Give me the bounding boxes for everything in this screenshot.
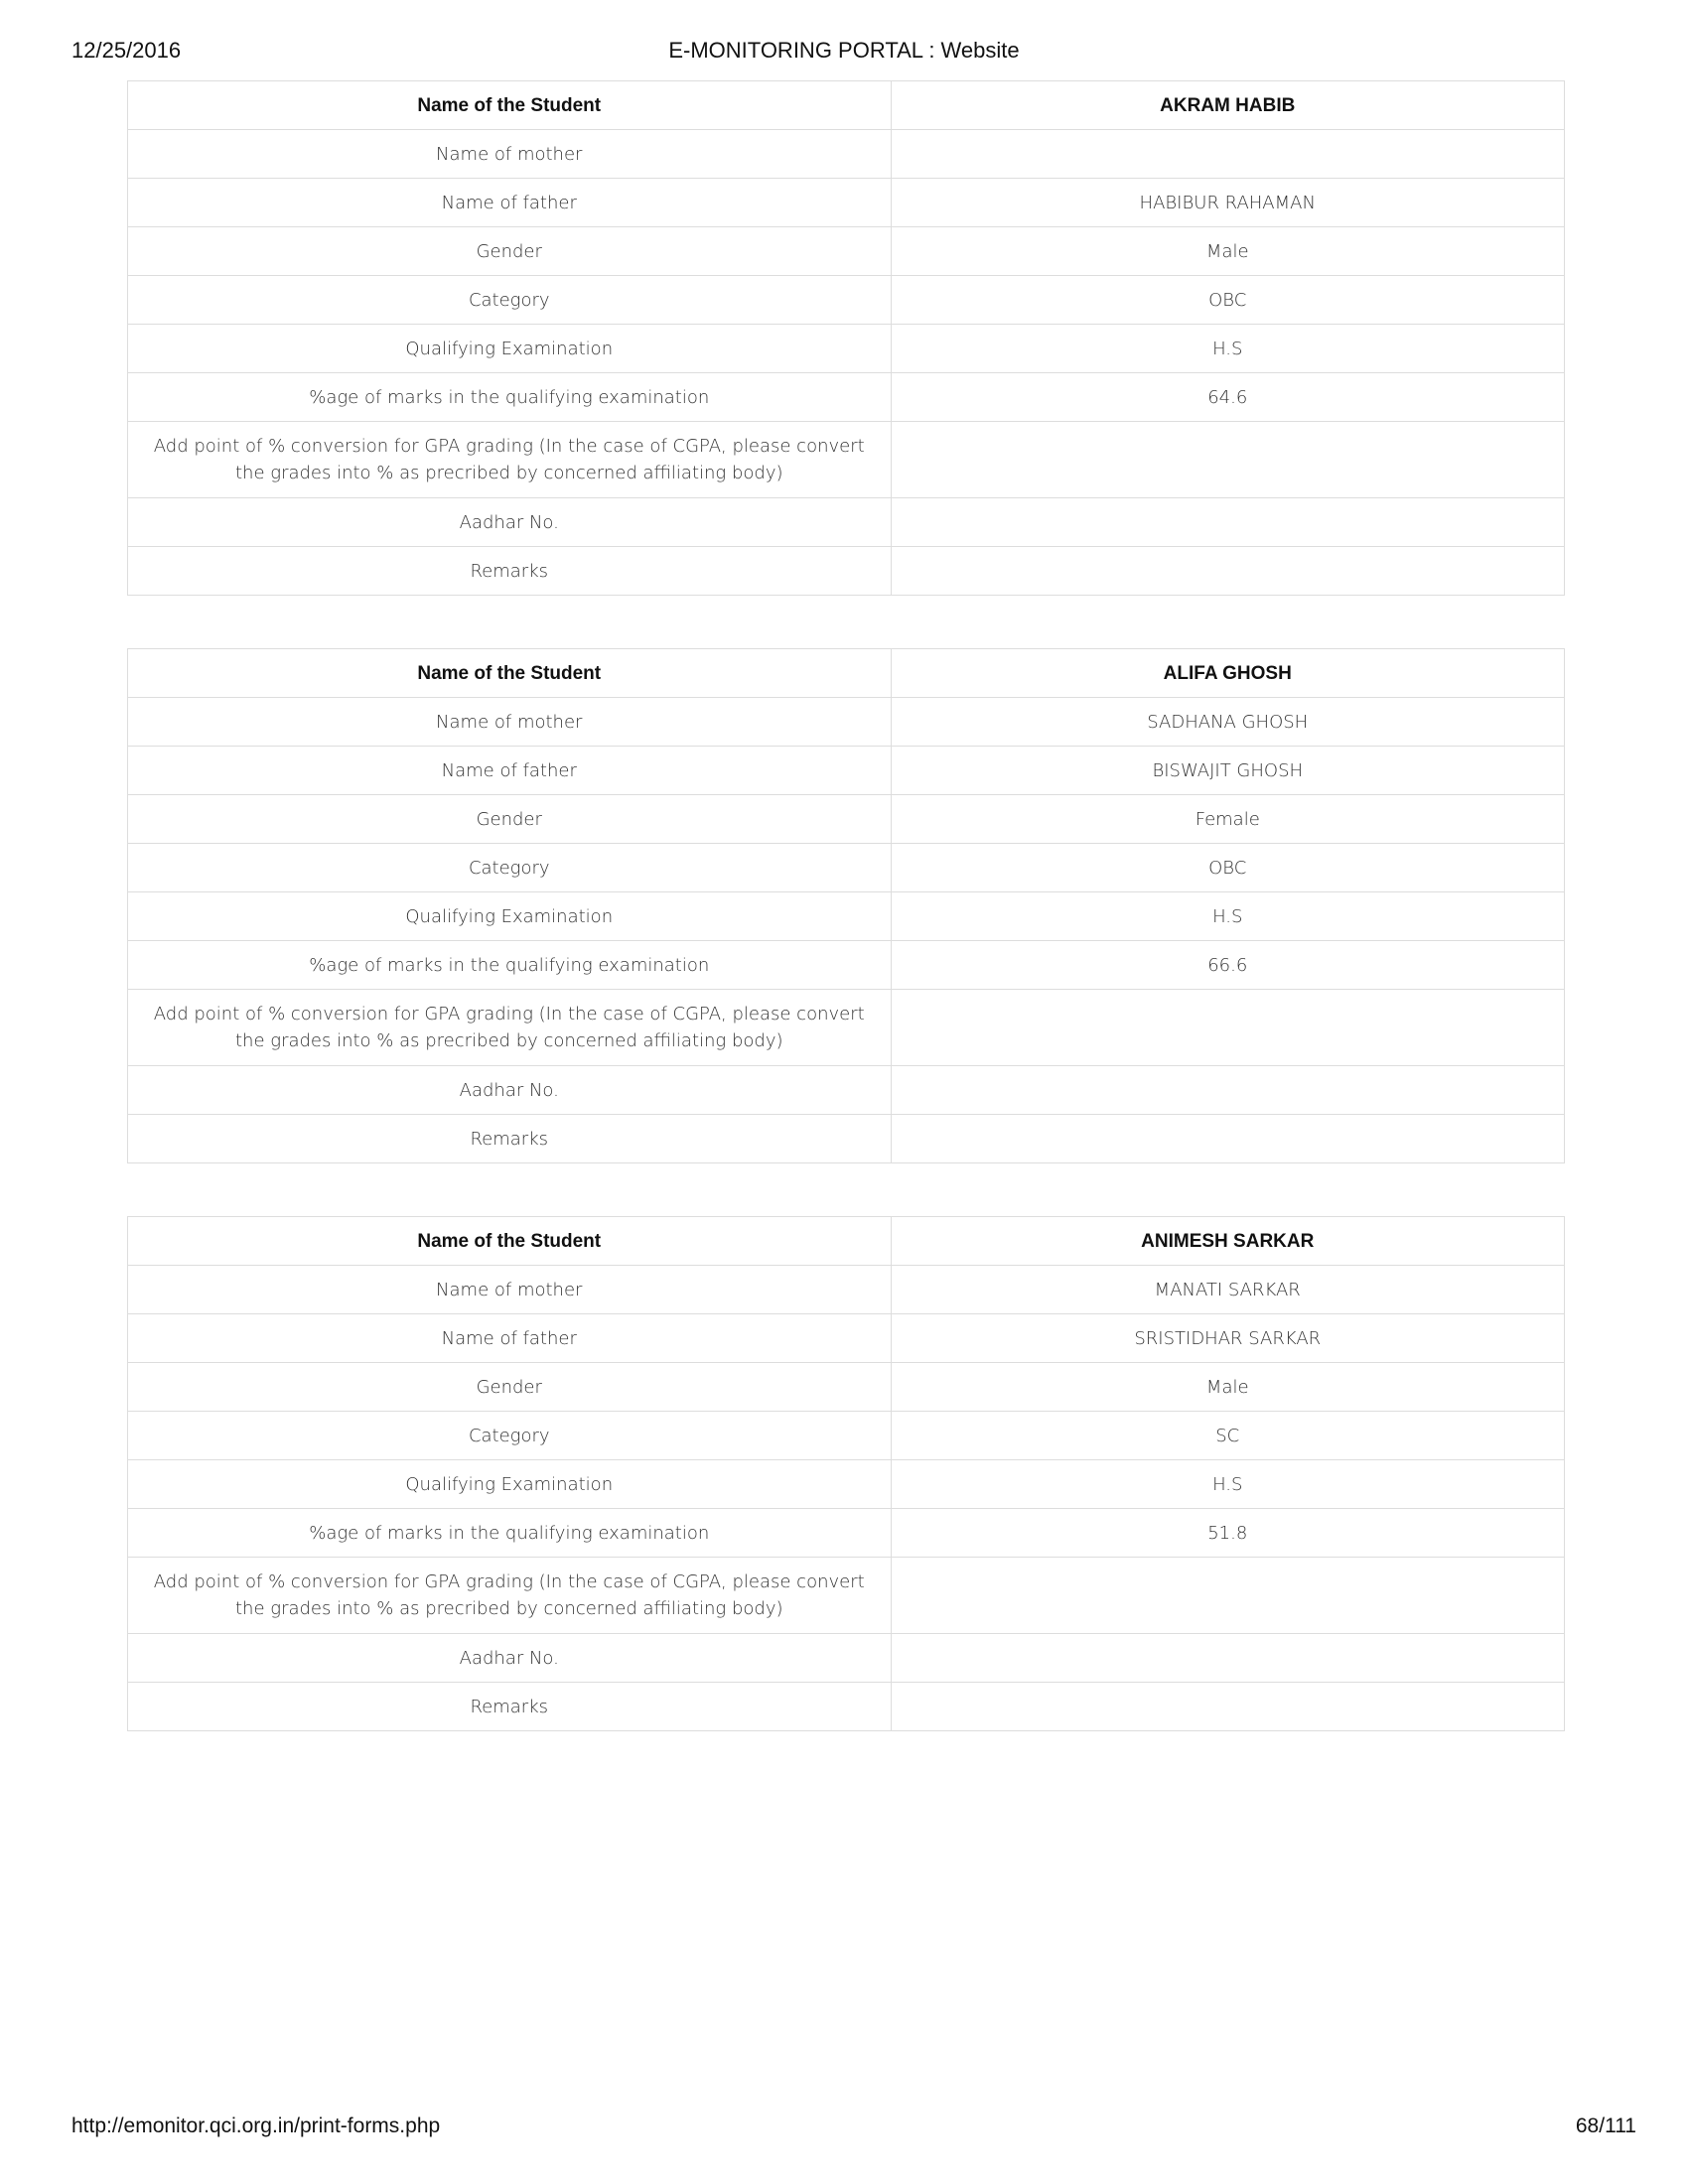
mother-name-value: MANATI SARKAR [891, 1266, 1565, 1314]
remarks-value [891, 1683, 1565, 1731]
remarks-label: Remarks [128, 1115, 892, 1163]
table-row [128, 1509, 1565, 1558]
table-row [128, 1460, 1565, 1509]
marks-percentage-label: %age of marks in the qualifying examination [128, 373, 892, 422]
father-name-label: Name of father [128, 747, 892, 795]
gender-label: Gender [128, 1363, 892, 1412]
remarks-label: Remarks [128, 547, 892, 596]
table-row [128, 844, 1565, 892]
student-name-value: ANIMESH SARKAR [891, 1217, 1565, 1266]
father-name-label: Name of father [128, 1314, 892, 1363]
student-record-table [127, 648, 1565, 1163]
aadhar-label: Aadhar No. [128, 1066, 892, 1115]
table-row [128, 941, 1565, 990]
remarks-value [891, 547, 1565, 596]
table-row [128, 1363, 1565, 1412]
table-row [128, 1558, 1565, 1634]
print-header [71, 38, 1617, 68]
print-date: 12/25/2016 [71, 38, 182, 63]
category-value: SC [891, 1412, 1565, 1460]
gender-label: Gender [128, 795, 892, 844]
mother-name-label: Name of mother [128, 130, 892, 179]
student-name-label: Name of the Student [128, 1217, 892, 1266]
father-name-value: SRISTIDHAR SARKAR [891, 1314, 1565, 1363]
print-footer [71, 2115, 1636, 2144]
table-row [128, 1217, 1565, 1266]
father-name-value: HABIBUR RAHAMAN [891, 179, 1565, 227]
table-row [128, 747, 1565, 795]
gender-value: Male [891, 227, 1565, 276]
table-row [128, 422, 1565, 498]
gender-value: Male [891, 1363, 1565, 1412]
aadhar-label: Aadhar No. [128, 498, 892, 547]
gpa-conversion-value [891, 1558, 1565, 1634]
student-record-table [127, 80, 1565, 596]
table-row [128, 276, 1565, 325]
marks-percentage-value: 51.8 [891, 1509, 1565, 1558]
student-name-value: ALIFA GHOSH [891, 649, 1565, 698]
table-row [128, 1683, 1565, 1731]
page-number: 68/111 [1575, 2115, 1636, 2137]
father-name-value: BISWAJIT GHOSH [891, 747, 1565, 795]
qualifying-exam-value: H.S [891, 325, 1565, 373]
qualifying-exam-label: Qualifying Examination [128, 892, 892, 941]
table-row [128, 1314, 1565, 1363]
table-row [128, 698, 1565, 747]
gender-value: Female [891, 795, 1565, 844]
table-row [128, 179, 1565, 227]
qualifying-exam-label: Qualifying Examination [128, 325, 892, 373]
student-name-label: Name of the Student [128, 81, 892, 130]
mother-name-value: SADHANA GHOSH [891, 698, 1565, 747]
gpa-conversion-label: Add point of % conversion for GPA grading (In the case of CGPA, please convert the grades into % as precribed by concerned affiliating body) [128, 422, 892, 498]
qualifying-exam-value: H.S [891, 1460, 1565, 1509]
gpa-conversion-label: Add point of % conversion for GPA grading (In the case of CGPA, please convert the grades into % as precribed by concerned affiliating body) [128, 990, 892, 1066]
table-row [128, 990, 1565, 1066]
page-title: E-MONITORING PORTAL : Website [668, 38, 1020, 63]
table-row [128, 1634, 1565, 1683]
category-value: OBC [891, 276, 1565, 325]
table-row [128, 227, 1565, 276]
category-label: Category [128, 844, 892, 892]
table-row [128, 649, 1565, 698]
category-label: Category [128, 276, 892, 325]
mother-name-label: Name of mother [128, 698, 892, 747]
gpa-conversion-value [891, 422, 1565, 498]
category-label: Category [128, 1412, 892, 1460]
student-name-label: Name of the Student [128, 649, 892, 698]
table-row [128, 373, 1565, 422]
remarks-value [891, 1115, 1565, 1163]
gpa-conversion-label: Add point of % conversion for GPA grading (In the case of CGPA, please convert the grades into % as precribed by concerned affiliating body) [128, 1558, 892, 1634]
table-row [128, 81, 1565, 130]
table-row [128, 795, 1565, 844]
table-row [128, 1115, 1565, 1163]
marks-percentage-label: %age of marks in the qualifying examination [128, 1509, 892, 1558]
student-name-value: AKRAM HABIB [891, 81, 1565, 130]
student-record-table [127, 1216, 1565, 1731]
marks-percentage-label: %age of marks in the qualifying examination [128, 941, 892, 990]
mother-name-label: Name of mother [128, 1266, 892, 1314]
table-row [128, 547, 1565, 596]
table-row [128, 1412, 1565, 1460]
table-row [128, 325, 1565, 373]
gpa-conversion-value [891, 990, 1565, 1066]
table-row [128, 892, 1565, 941]
table-row [128, 498, 1565, 547]
remarks-label: Remarks [128, 1683, 892, 1731]
table-row [128, 130, 1565, 179]
page-url: http://emonitor.qci.org.in/print-forms.php [71, 2115, 441, 2137]
aadhar-label: Aadhar No. [128, 1634, 892, 1683]
aadhar-value [891, 498, 1565, 547]
mother-name-value [891, 130, 1565, 179]
category-value: OBC [891, 844, 1565, 892]
gender-label: Gender [128, 227, 892, 276]
aadhar-value [891, 1066, 1565, 1115]
father-name-label: Name of father [128, 179, 892, 227]
qualifying-exam-value: H.S [891, 892, 1565, 941]
table-row [128, 1066, 1565, 1115]
qualifying-exam-label: Qualifying Examination [128, 1460, 892, 1509]
table-row [128, 1266, 1565, 1314]
marks-percentage-value: 64.6 [891, 373, 1565, 422]
marks-percentage-value: 66.6 [891, 941, 1565, 990]
aadhar-value [891, 1634, 1565, 1683]
